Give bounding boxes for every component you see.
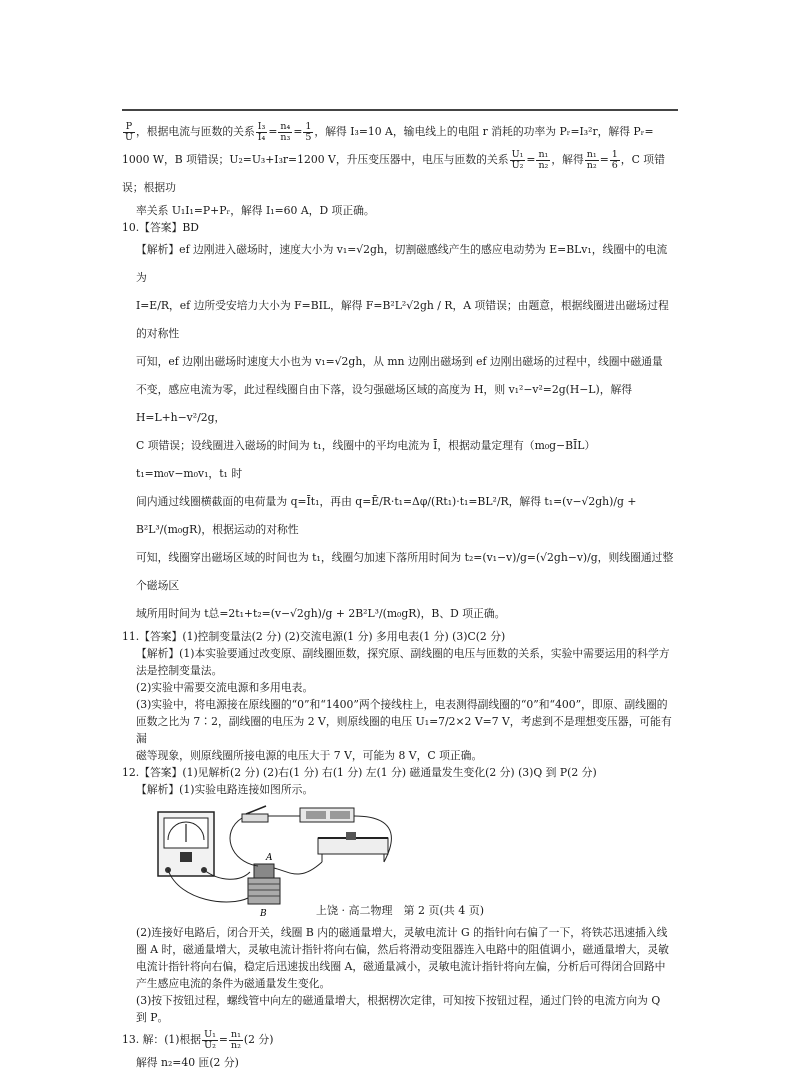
q11-analysis-5: 磁等现象，则原线圈所接电源的电压大于 7 V，可能为 8 V，C 项正确。	[136, 749, 483, 762]
q9-line-2: 1000 W，B 项错误；U₂=U₃+I₃r=1200 V，升压变压器中，电压与匝数的关系 $\frac{\text{U₁}}{\text{U₂}}$ = $\frac{\text{n₁}}{\text{n₂}}$ ，解得 $\frac{\text{n₁}}{\text{n₂}}$ = $\frac{1}{6}$ ，C 项错误；根据功	[122, 148, 665, 194]
fraction-p-over-u4: $\frac{P}{U}$	[125, 120, 134, 143]
q11-analysis-1b: 法是控制变量法。	[136, 664, 223, 677]
q10-analysis-6: 间内通过线圈横截面的电荷量为 q=Īt₁，再由 q=Ē/R·t₁=Δφ/(Rt₁)·t₁=BL²/R，解得 t₁=(v−√2gh)/g + B²L³/(m₀gR)，根据运动的对称性	[136, 495, 637, 536]
label-a: A	[266, 853, 273, 863]
q10-analysis-7: 可知，线圈穿出磁场区域的时间也为 t₁，线圈匀加速下落所用时间为 t₂=(v₁−v)/g=(√2gh−v)/g，则线圈通过整个磁场区	[136, 551, 674, 592]
battery-icon	[300, 808, 354, 822]
q12-answer: 12.【答案】(1)见解析(2 分) (2)右(1 分) 右(1 分) 左(1 分) 磁通量发生变化(2 分) (3)Q 到 P(2 分)	[122, 766, 597, 779]
q12-analysis-4: 电流计指针将向右偏，稳定后迅速拔出线圈 A，磁通量减小，灵敏电流计指针将向左偏，分析后可得闭合回路中	[136, 960, 666, 973]
q13-solution-2: 解得 n₂=40 匝(2 分)	[136, 1056, 239, 1069]
q12-analysis-6: (3)按下按钮过程，螺线管中向左的磁通量增大，根据楞次定律，可知按下按钮过程，通过门铃的电流方向为 Q	[136, 994, 661, 1007]
rheostat-icon	[318, 832, 388, 862]
fraction-one-fifth: $\frac{1}{5}$	[305, 120, 312, 143]
q10-analysis-3: 可知，ef 边刚出磁场时速度大小也为 v₁=√2gh，从 mn 边刚出磁场到 ef 边刚出磁场的过程中，线圈中磁通量	[136, 355, 663, 368]
q12-analysis-7: 到 P。	[136, 1011, 169, 1024]
q12-analysis-1: 【解析】(1)实验电路连接如图所示。	[136, 783, 314, 796]
answer-page	[122, 118, 678, 1071]
fraction-n4-n3: $\frac{\text{n₄}}{\text{n₃}}$	[280, 120, 291, 143]
q10-analysis-1: 【解析】ef 边刚进入磁场时，速度大小为 v₁=√2gh，切割磁感线产生的感应电动势为 E=BLv₁，线圈中的电流为	[136, 243, 668, 284]
q11-analysis-1: 【解析】(1)本实验要通过改变原、副线圈匝数，探究原、副线圈的电压与匝数的关系，实验中需要运用的科学方	[136, 647, 670, 660]
q12-analysis-5: 产生感应电流的条件为磁通量发生变化。	[136, 977, 331, 990]
coil-icon	[248, 864, 280, 904]
q11-analysis-3: (3)实验中，将电源接在原线圈的“0”和“1400”两个接线柱上，电表测得副线圈的“0”和“400”，即原、副线圈的	[136, 698, 668, 711]
q9-line-1: $\frac{P}{U}$ ，根据电流与匝数的关系 $\frac{\text{I₃}}{\text{I₄}}$ = $\frac{\text{n₄}}{\text{n₃}}$ = $\frac{1}{5}$ ，解得 I₃=10 A，输电线上的电阻 r 消耗的功率为 Pᵣ=I₃²r，解得 Pᵣ=	[125, 120, 654, 143]
fraction-n1-n2-q13: $\frac{\text{n₁}}{\text{n₂}}$	[230, 1028, 241, 1051]
fraction-u1-u2: $\frac{\text{U₁}}{\text{U₂}}$	[511, 148, 524, 171]
switch-icon	[242, 806, 268, 822]
q11-answer: 11.【答案】(1)控制变量法(2 分) (2)交流电源(1 分) 多用电表(1 分) (3)C(2 分)	[122, 630, 506, 643]
page-footer: 上饶 · 高二物理 第 2 页(共 4 页)	[315, 904, 485, 917]
fraction-u1-u2-q13: $\frac{\text{U₁}}{\text{U₂}}$	[204, 1028, 216, 1051]
q11-analysis-4: 匝数之比为 7∶2，副线圈的电压为 2 V，则原线圈的电压 U₁=7/2×2 V=7 V，考虑到不是理想变压器，可能有漏	[136, 715, 672, 745]
fraction-n1-n2-result: $\frac{\text{n₁}}{\text{n₂}}$	[586, 148, 597, 171]
fraction-i3-i4: $\frac{\text{I₃}}{\text{I₄}}$	[257, 120, 266, 143]
fraction-n1-n2: $\frac{\text{n₁}}{\text{n₂}}$	[538, 148, 549, 171]
q11-analysis-2: (2)实验中需要交流电源和多用电表。	[136, 681, 314, 694]
q10-answer: 10.【答案】BD	[122, 221, 199, 234]
fraction-one-sixth: $\frac{1}{6}$	[611, 148, 618, 171]
header-rule	[122, 109, 678, 111]
q10-analysis-8: 域所用时间为 t总=2t₁+t₂=(v−√2gh)/g + 2B²L³/(m₀gR)，B、D 项正确。	[136, 607, 506, 620]
q10-analysis-4: 不变，感应电流为零，此过程线圈自由下落，设匀强磁场区域的高度为 H，则 v₁²−v²=2g(H−L)，解得 H=L+h−v²/2g，	[136, 383, 633, 424]
label-b: B	[260, 909, 267, 919]
q12-analysis-3: 圈 A 时，磁通量增大，灵敏电流计指针将向右偏，然后将滑动变阻器连入电路中的阻值调小，磁通量增大，灵敏	[136, 943, 669, 956]
q10-analysis-5: C 项错误；设线圈进入磁场的时间为 t₁，线圈中的平均电流为 Ī，根据动量定理有（m₀g−BĪL）t₁=m₀v−m₀v₁，t₁ 时	[136, 439, 596, 480]
q9-line-3: 率关系 U₁I₁=P+Pᵣ，解得 I₁=60 A，D 项正确。	[136, 204, 375, 217]
q13-solution-1: 13. 解：(1)根据 $\frac{\text{U₁}}{\text{U₂}}$ = $\frac{\text{n₁}}{\text{n₂}}$ (2 分)	[122, 1028, 274, 1051]
galvanometer-icon	[158, 812, 214, 876]
q10-analysis-2: I=E/R，ef 边所受安培力大小为 F=BIL，解得 F=B²L²√2gh / R，A 项错误；由题意，根据线圈进出磁场过程的对称性	[136, 299, 669, 340]
q12-analysis-2: (2)连接好电路后，闭合开关，线圈 B 内的磁通量增大，灵敏电流计 G 的指针向右偏了一下，将铁芯迅速插入线	[136, 926, 668, 939]
